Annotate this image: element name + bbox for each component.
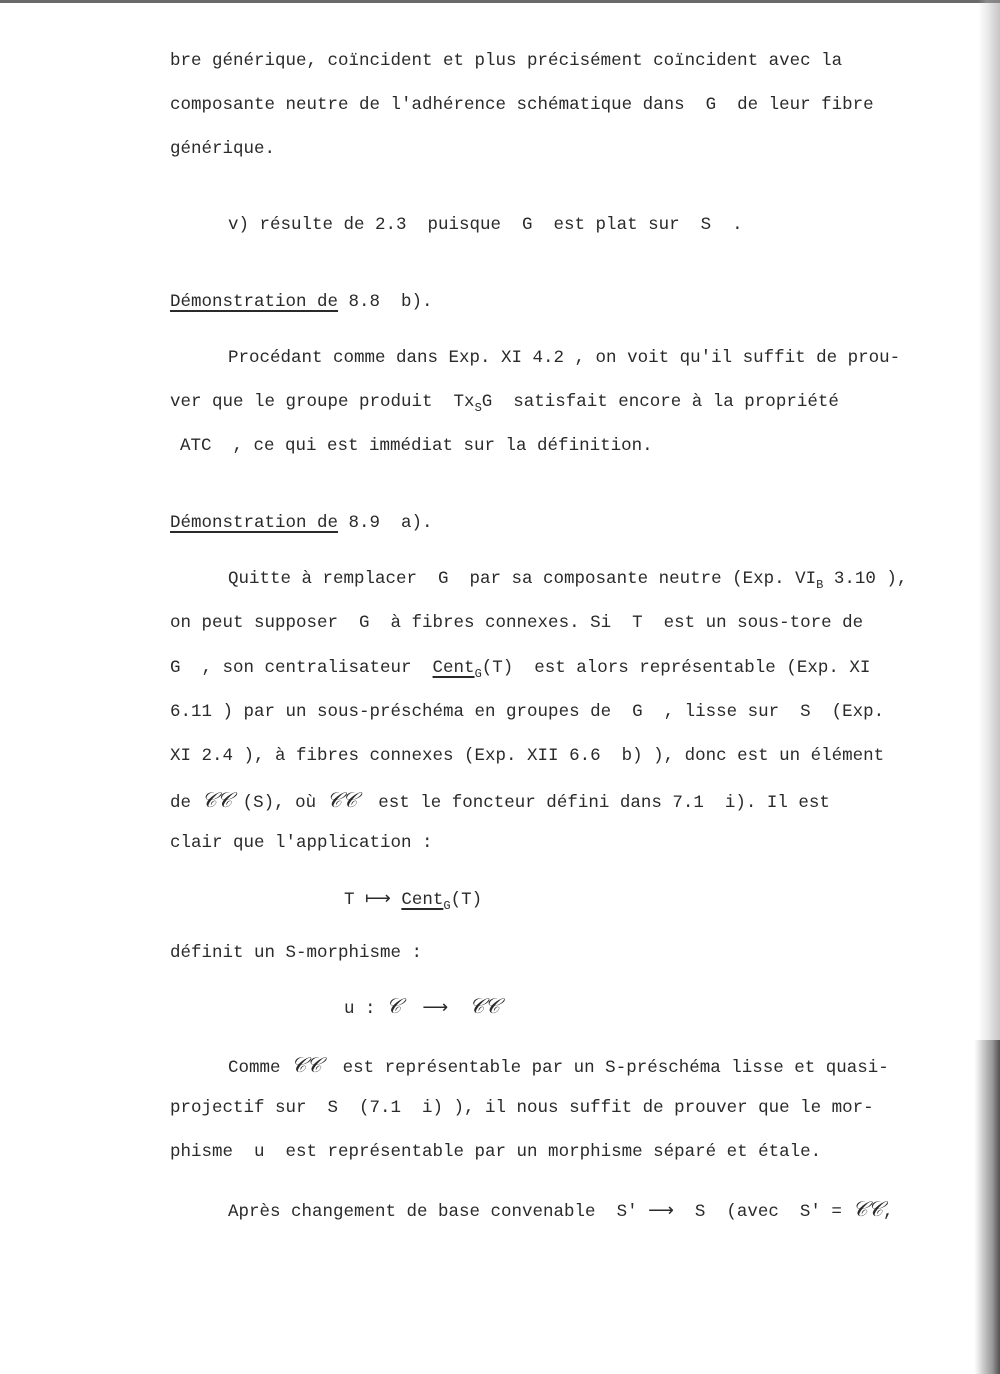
- calligraphic-cc: 𝒞𝒞: [201, 788, 233, 812]
- text-line: XI 2.4 ), à fibres connexes (Exp. XII 6.6 b) ), donc est un élément: [170, 746, 885, 766]
- text-line: clair que l'application :: [170, 833, 433, 853]
- formula-cent: T ⟼ Cent$_G$(T): [344, 888, 483, 913]
- top-border: [0, 0, 1000, 3]
- right-arrow-icon: ⟶: [648, 1200, 674, 1221]
- text-line: ver que le groupe produit $Tx_SG$ satisfait encore à la propriété: [170, 392, 839, 415]
- heading-title: Démonstration de: [170, 513, 339, 533]
- right-arrow-icon: ⟶: [422, 997, 449, 1018]
- text-line: Après changement de base convenable S' ⟶ S (avec S' = 𝒞𝒞,: [228, 1197, 894, 1222]
- calligraphic-cc: 𝒞𝒞: [291, 1053, 322, 1077]
- text-line: phisme u est représentable par un morphisme séparé et étale.: [170, 1142, 822, 1162]
- text-line: Procédant comme dans Exp. XI 4.2 , on voit qu'il suffit de prou-: [228, 348, 901, 368]
- maps-to-arrow-icon: ⟼: [365, 888, 391, 909]
- section-heading: [170, 515, 433, 533]
- text-line: générique.: [170, 139, 276, 159]
- text-line: bre générique, coïncident et plus précisément coïncident avec la: [170, 51, 843, 71]
- text-line: v) résulte de 2.3 puisque G est plat sur S .: [228, 215, 743, 235]
- text-line: Comme 𝒞𝒞 est représentable par un S-préschéma lisse et quasi-: [228, 1053, 889, 1078]
- text-line: de 𝒞𝒞 (S), où 𝒞𝒞 est le foncteur défini dans 7.1 i). Il est: [170, 788, 830, 813]
- page-edge-shadow-dark: [974, 1040, 1000, 1374]
- heading-ref: 8.9 a).: [338, 513, 433, 533]
- text-line: Quitte à remplacer G par sa composante neutre (Exp. $VI_B$ 3.10 ),: [228, 569, 908, 592]
- section-heading: [170, 294, 433, 312]
- calligraphic-cc: 𝒞𝒞: [469, 994, 500, 1018]
- text-line: composante neutre de l'adhérence schématique dans G de leur fibre: [170, 95, 874, 115]
- formula-morphism: u : 𝒞 ⟶ 𝒞𝒞: [344, 994, 500, 1019]
- text-line: définit un S-morphisme :: [170, 943, 423, 963]
- text-line: 6.11 ) par un sous-préschéma en groupes de G , lisse sur S (Exp.: [170, 702, 885, 722]
- text-line: projectif sur S (7.1 i) ), il nous suffit de prouver que le mor-: [170, 1098, 874, 1118]
- text-line: ATC , ce qui est immédiat sur la définition.: [180, 436, 653, 456]
- heading-title: Démonstration de: [170, 292, 339, 312]
- calligraphic-c: 𝒞: [386, 994, 402, 1018]
- text-line: on peut supposer G à fibres connexes. Si T est un sous-tore de: [170, 613, 864, 633]
- heading-ref: 8.8 b).: [338, 292, 433, 312]
- text-line: G , son centralisateur Cent$_G$(T) est alors représentable (Exp. XI: [170, 658, 871, 681]
- calligraphic-cc: 𝒞𝒞: [852, 1197, 884, 1221]
- calligraphic-cc: 𝒞𝒞: [326, 788, 358, 812]
